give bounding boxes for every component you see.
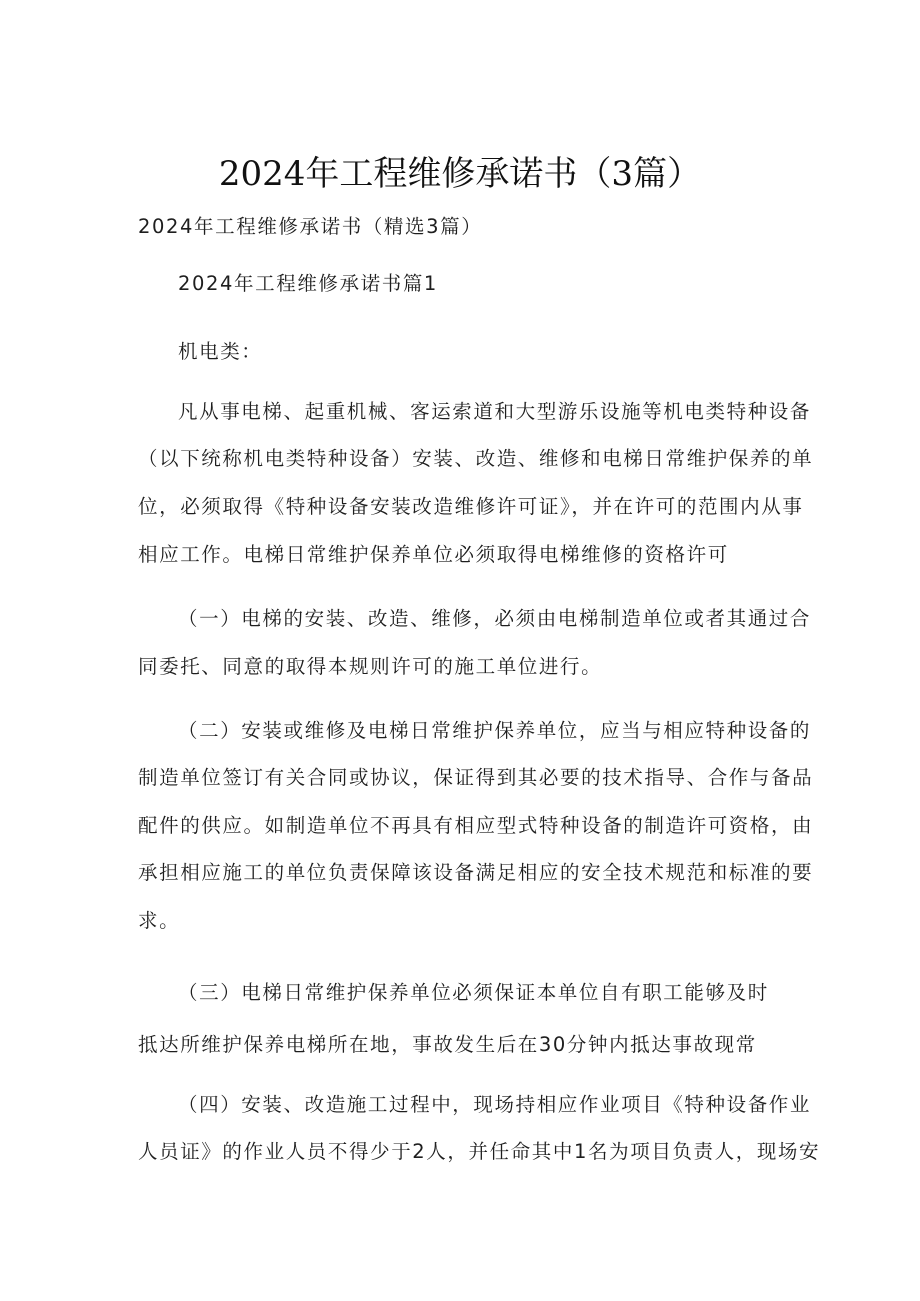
paragraph-line: （三）电梯日常维护保养单位必须保证本单位自有职工能够及时 [178, 981, 769, 1004]
paragraph-line: 抵达所维护保养电梯所在地，事故发生后在30分钟内抵达事故现常 [138, 1033, 757, 1056]
paragraph-line: 凡从事电梯、起重机械、客运索道和大型游乐设施等机电类特种设备 [178, 400, 812, 423]
paragraph-line: （一）电梯的安装、改造、维修，必须由电梯制造单位或者其通过合 [178, 607, 812, 630]
paragraph-line: （以下统称机电类特种设备）安装、改造、维修和电梯日常维护保养的单 [138, 447, 814, 470]
paragraph-line: 人员证》的作业人员不得少于2人，并任命其中1名为项目负责人，现场安 [138, 1140, 821, 1163]
paragraph-line: 配件的供应。如制造单位不再具有相应型式特种设备的制造许可资格，由 [138, 814, 814, 837]
document-title: 2024年工程维修承诺书（3篇） [218, 154, 702, 194]
document-subtitle: 2024年工程维修承诺书（精选3篇） [138, 215, 483, 238]
paragraph-line: 相应工作。电梯日常维护保养单位必须取得电梯维修的资格许可 [138, 543, 729, 566]
paragraph-line: 位，必须取得《特种设备安装改造维修许可证》，并在许可的范围内从事 [138, 495, 804, 518]
paragraph-line: 同委托、同意的取得本规则许可的施工单位进行。 [138, 655, 603, 678]
paragraph-line: 制造单位签订有关合同或协议，保证得到其必要的技术指导、合作与备品 [138, 766, 814, 789]
paragraph-line: （二）安装或维修及电梯日常维护保养单位，应当与相应特种设备的 [178, 719, 812, 742]
section-heading: 2024年工程维修承诺书篇1 [178, 272, 438, 295]
paragraph-line: 承担相应施工的单位负责保障该设备满足相应的安全技术规范和标准的要 [138, 861, 814, 884]
category-label: 机电类： [178, 340, 263, 363]
paragraph-line: （四）安装、改造施工过程中，现场持相应作业项目《特种设备作业 [178, 1093, 812, 1116]
paragraph-line: 求。 [138, 909, 181, 932]
